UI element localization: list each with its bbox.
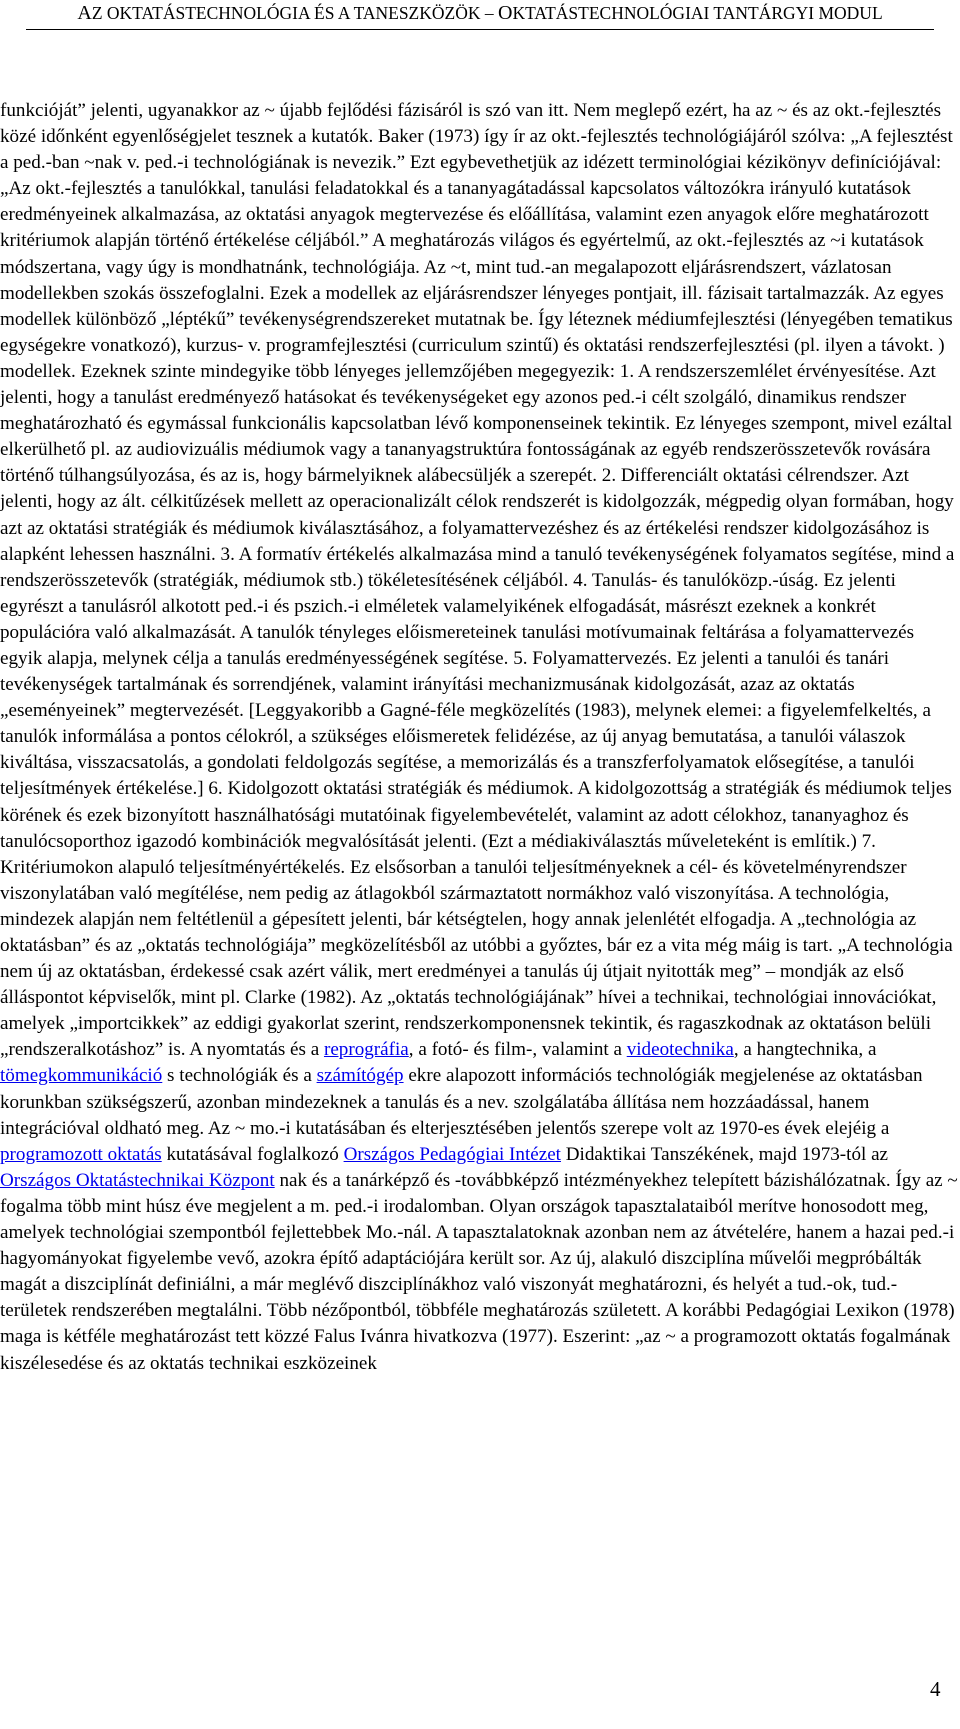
header-rule <box>26 29 934 30</box>
running-header <box>0 0 960 36</box>
page-number: 4 <box>930 1677 941 1701</box>
paragraph-block <box>0 98 960 1377</box>
text-segment-6: kutatásával foglalkozó <box>161 1143 344 1165</box>
text-segment-2: , a fotó- és film-, valamint a <box>408 1039 627 1061</box>
link-reprografia[interactable]: reprográfia <box>323 1039 409 1061</box>
header-text-1: Z OKTATÁSTECHNOLÓGIA ÉS A TANESZKÖZÖK – <box>91 3 498 23</box>
text-segment-8: nak és a tanárképző és -továbbképző intézményekhez telepített bázishálózatnak. Így az ~ fogalma több mint húsz éve megjelent a m. ped.-i irodalomban. Olyan országok tapasztalataiból merítve honosodott meg, amelyek technológiai szempontból fejlettebbek Mo.-nál. A tapasztalatoknak azonban nem az átvételére, hanem a hazai ped.-i hagyományokat figyelembe vevő, azokra építő adaptációjára került sor. Az új, alakuló diszciplína művelői megpróbálták magát a diszciplínát definiálni, a már meglévő diszciplínákhoz való viszonyát meghatározni, és helyét a tud.-ok, tud.-területek rendszerében megtalálni. Több nézőpontból, többféle meghatározás született. A korábbi Pedagógiai Lexikon (1978) maga is kétféle meghatározást tett közzé Falus Ivánra hivatkozva (1977). Eszerint: „az ~ a programozott oktatás fogalmának kiszélesedése és az oktatás technikai eszközeinek <box>0 1169 958 1374</box>
header-initial-1: A <box>77 2 92 24</box>
link-orszagos-pedagogiai-intezet[interactable]: Országos Pedagógiai Intézet <box>343 1143 561 1165</box>
text-segment-7: Didaktikai Tanszékének, majd 1973-tól az <box>560 1143 889 1165</box>
header-initial-2: O <box>498 2 513 24</box>
text-segment-3: , a hangtechnika, a <box>733 1039 877 1061</box>
body-paragraph <box>0 98 960 1377</box>
text-segment-1: funkcióját” jelenti, ugyanakkor az ~ újabb fejlődési fázisáról is szó van itt. Nem meglepő ezért, ha az ~ és az okt.-fejlesztés közé időnként egyenlőségjelet tesznek a kutatók. Baker (1973) így ír az okt.-fejlesztés technológiájáról szólva: „A fejlesztést a ped.-ban ~nak v. ped.-i technológiának is nevezik.” Ezt egybevethetjük az idézett terminológiai kézikönyv definíciójával: „Az okt.-fejlesztés a tanulókkal, tanulási feladatokkal és a tananyagátadással kapcsolatos változókra irányuló kutatások eredményeinek alkalmazása, az oktatási anyagok megtervezése és előállítása, valamint ezen anyagok előre meghatározott kritériumok alapján történő értékelése céljából.” A meghatározás világos és egyértelmű, az okt.-fejlesztés az ~i kutatások módszertana, vagy úgy is mondhatnánk, technológiája. Az ~t, mint tud.-an megalapozott eljárásrendszert, vázlatosan modellekben szokás összefoglalni. Ezek a modellek az eljárásrendszer lényeges pontjait, ill. fázisait tartalmazzák. Az egyes modellek különböző „léptékű” tevékenységrendszereket mutatnak be. Így léteznek médiumfejlesztési (lényegében tematikus egységekre vonatkozó), kurzus- v. programfejlesztési (curriculum szintű) és oktatási rendszerfejlesztési (pl. ilyen a távokt. ) modellek. Ezeknek szinte mindegyike több lényeges jellemzőjében megegyezik: 1. A rendszerszemlélet érvényesítése. Azt jelenti, hogy a tanulást eredményező hatásokat és tevékenységeket egy azonos ped.-i célt szolgáló, dinamikus rendszer meghatározható és egymással funkcionális kapcsolatban lévő komponenseinek tekintik. Ez lényeges szempont, mivel ezáltal elkerülhető pl. az audiovizuális médiumok vagy a tananyagstruktúra fontosságának az egyéb rendszerösszetevők rovására történő túlhangsúlyozása, és az is, hogy bármelyiknek alábecsüljék a szerepét. 2. Differenciált oktatási célrendszer. Azt jelenti, hogy az ált. célkitűzések mellett az operacionalizált célok rendszerét is kidolgozzák, mégpedig olyan formában, hogy azt az oktatási stratégiák és médiumok kiválasztásához, a folyamattervezéshez és az értékelési rendszer kidolgozásához is alapként lehessen használni. 3. A formatív értékelés alkalmazása mind a tanuló tevékenységének folyamatos segítése, mind a rendszerösszetevők (stratégiák, médiumok stb.) tökéletesítésének céljából. 4. Tanulás- és tanulóközp.-úság. Ez jelenti egyrészt a tanulásról alkotott ped.-i és pszich.-i elméletek valamelyikének elfogadását, másrészt ezeknek a konkrét populációra való alkalmazását. A tanulók tényleges előismereteinek tanulási motívumainak feltárása a folyamattervezés egyik alapja, melynek célja a tanulás eredményességének segítése. 5. Folyamattervezés. Ez jelenti a tanulói és tanári tevékenységek tartalmának és sorrendjének, valamint irányítási mechanizmusának kidolgozását, azaz az oktatás „eseményeinek” megtervezését. [Leggyakoribb a Gagné-féle megközelítés (1983), melynek elemei: a figyelemfelkeltés, a tanulók informálása a pontos célokról, a szükséges előismeretek felidézése, az új anyag bemutatása, a tanulói válaszok kiváltása, visszacsatolás, a gondolati feldolgozás segítése, a memorizálás és a transzferfolyamatok elősegítése, a tanulói teljesítmények értékelése.] 6. Kidolgozott oktatási stratégiák és médiumok. A kidolgozottság a stratégiák és médiumok teljes körének és ezek bizonyított használhatósági mutatóinak figyelembevételét, valamint az adott célokhoz, tananyaghoz és tanulócsoporthoz igazodó kombinációk megvalósítását jelenti. (Ezt a médiakiválasztás műveleteként is említik.) 7. Kritériumokon alapuló teljesítményértékelés. Ez elsősorban a tanulói teljesítményeknek a cél- és követelményrendszer viszonylatában való megítélése, nem pedig az átlagokból származtatott normákhoz való viszonyítása. A technológia, mindezek alapján nem feltétlenül a gépesített jelenti, bár kétségtelen, hogy annak jelenlétét elfogadja. A „technológia az oktatásban” és az „oktatás technológiája” megközelítésből az utóbbi a győztes, bár ez a vita még máig is tart. „A technológia nem új az oktatásban, érdekessé csak azért válik, mert eredményei a tanulás új útjait nyitották meg” – mondják az első álláspontot képviselők, mint pl. Clarke (1982). Az „oktatás technológiájának” hívei a technikai, technológiai innovációkat, amelyek „importcikkek” az eddigi gyakorlat szerint, rendszerkomponensnek tekintik, és ragaszkodnak az oktatáson belüli „rendszeralkotáshoz” is. A nyomtatás és a <box>0 100 955 1061</box>
text-segment-5: ekre alapozott információs technológiák megjelenése az oktatásban korunkban szükségszerű, azonban mindezeknek a tanulás és a nev. szolgálatába állítása nem hozzáadással, hanem integrációval oldható meg. Az ~ mo.-i kutatásában és elterjesztésében jelentős szerepe volt az 1970-es évek elejéig a <box>0 1065 923 1139</box>
link-orszagos-oktatastechnikai-kozpont[interactable]: Országos Oktatástechnikai Központ <box>0 1169 275 1191</box>
link-tomegkommunikacio[interactable]: tömegkommunikáció <box>0 1065 163 1087</box>
link-programozott-oktatas[interactable]: programozott oktatás <box>0 1143 162 1165</box>
link-videotechnika[interactable]: videotechnika <box>626 1039 734 1061</box>
link-szamitogep[interactable]: számítógép <box>316 1065 404 1087</box>
header-text-2: KTATÁSTECHNOLÓGIAI TANTÁRGYI MODUL <box>512 3 883 23</box>
text-segment-4: s technológiák és a <box>162 1065 317 1087</box>
